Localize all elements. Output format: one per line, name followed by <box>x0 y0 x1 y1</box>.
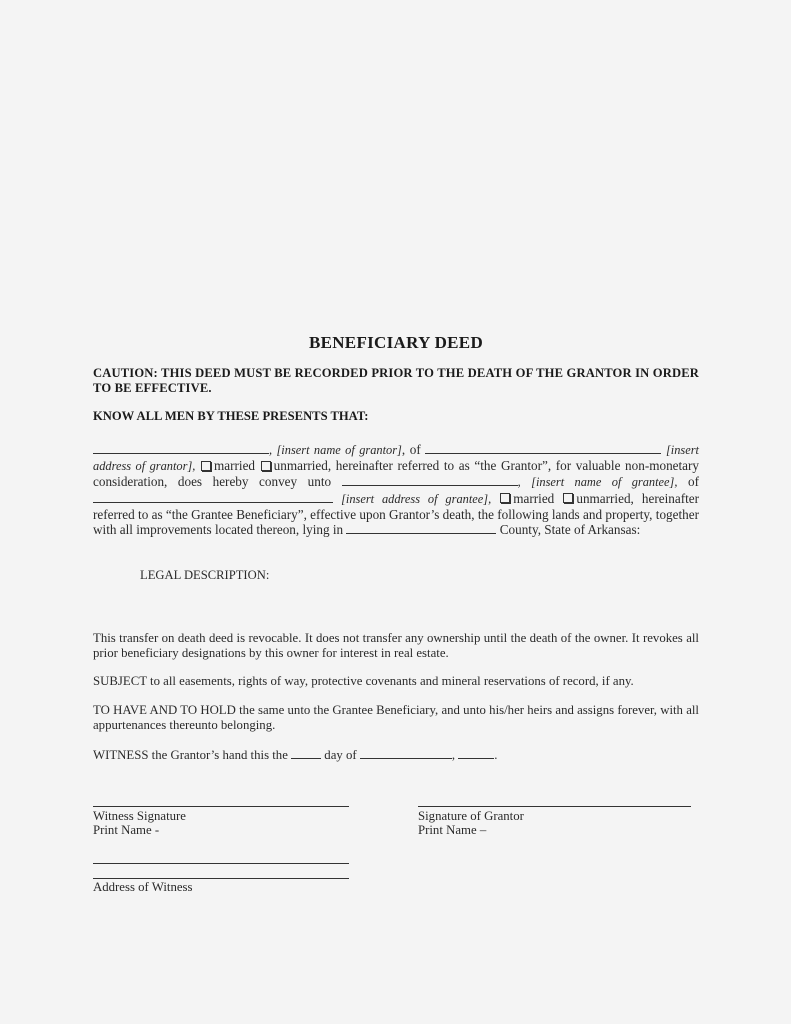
witness-day-field[interactable] <box>291 747 321 759</box>
referred-grantor-text: , hereinafter referred to as “the Grantor”, for valuable non-monetary consideration, does hereby convey unto <box>93 458 700 490</box>
witness-address-line-2[interactable] <box>93 878 349 879</box>
grantor-unmarried-checkbox[interactable] <box>261 461 271 471</box>
witness-year-field[interactable] <box>458 747 494 759</box>
revocable-paragraph: This transfer on death deed is revocable. It does not transfer any ownership until the death of the owner. It revokes all prior beneficiary designations by this owner for interest in real estate. <box>93 631 699 661</box>
know-all-heading: KNOW ALL MEN BY THESE PRESENTS THAT: <box>93 409 369 423</box>
grantee-married-label: married <box>513 490 555 506</box>
witness-signature-line[interactable] <box>93 806 349 807</box>
witness-clause <box>93 747 699 763</box>
grantee-name-field[interactable] <box>342 474 518 486</box>
grantor-married-checkbox[interactable] <box>201 461 211 471</box>
grantee-married-checkbox[interactable] <box>500 493 510 503</box>
signature-block <box>93 806 699 906</box>
grantor-married-label: married <box>214 458 256 474</box>
grantor-print-name-label: Print Name – <box>418 823 487 837</box>
grant-clause <box>93 442 699 537</box>
of-text: , of <box>401 442 426 457</box>
county-field[interactable] <box>346 522 496 534</box>
deed-page <box>93 333 699 763</box>
grantee-name-hint: , [insert name of grantee], <box>517 475 678 490</box>
grantor-name-hint: , [insert name of grantor] <box>269 443 402 457</box>
legal-description-label: LEGAL DESCRIPTION: <box>140 568 270 583</box>
grantor-address-hint: [insert address of grantor], <box>93 443 699 474</box>
to-have-paragraph: TO HAVE AND TO HOLD the same unto the Grantee Beneficiary, and unto his/her heirs and assigns forever, with all appurtenances thereunto belonging. <box>93 703 699 733</box>
subject-paragraph: SUBJECT to all easements, rights of way, protective covenants and mineral reservations of record, if any. <box>93 674 634 689</box>
period-text: . <box>494 748 498 763</box>
witness-month-field[interactable] <box>360 747 452 759</box>
witness-address-line-1[interactable] <box>93 863 349 864</box>
grantor-address-field[interactable] <box>425 442 661 454</box>
grantee-address-field[interactable] <box>93 491 333 503</box>
county-state-text: County, State of Arkansas: <box>496 522 641 538</box>
document-title: BENEFICIARY DEED <box>308 333 484 352</box>
address-of-witness-label: Address of Witness <box>93 880 193 894</box>
referred-grantee-text: , hereinafter referred to as “the Grantee Beneficiary”, effective upon Grantor’s death, the following lands and property, together with all improvements located thereon, lying in <box>93 490 700 538</box>
grantee-address-hint: [insert address of grantee], <box>341 491 492 506</box>
grantee-unmarried-label: unmarried <box>576 490 631 506</box>
grantor-signature-label: Signature of Grantor <box>418 809 524 823</box>
grantee-unmarried-checkbox[interactable] <box>563 493 573 503</box>
grantor-name-field[interactable] <box>93 442 269 454</box>
witness-print-name-label: Print Name - <box>93 823 160 837</box>
day-of-text: day of <box>321 748 360 763</box>
grantor-unmarried-label: unmarried <box>273 458 328 474</box>
witness-signature-label: Witness Signature <box>93 809 186 823</box>
caution-notice: CAUTION: THIS DEED MUST BE RECORDED PRIOR TO THE DEATH OF THE GRANTOR IN ORDER TO BE EFFECTIVE. <box>93 366 699 395</box>
grantor-signature-line[interactable] <box>418 806 691 807</box>
of-text-2: of <box>677 474 700 490</box>
comma-text: , <box>451 748 459 763</box>
witness-prefix: WITNESS the Grantor’s hand this the <box>93 748 292 763</box>
